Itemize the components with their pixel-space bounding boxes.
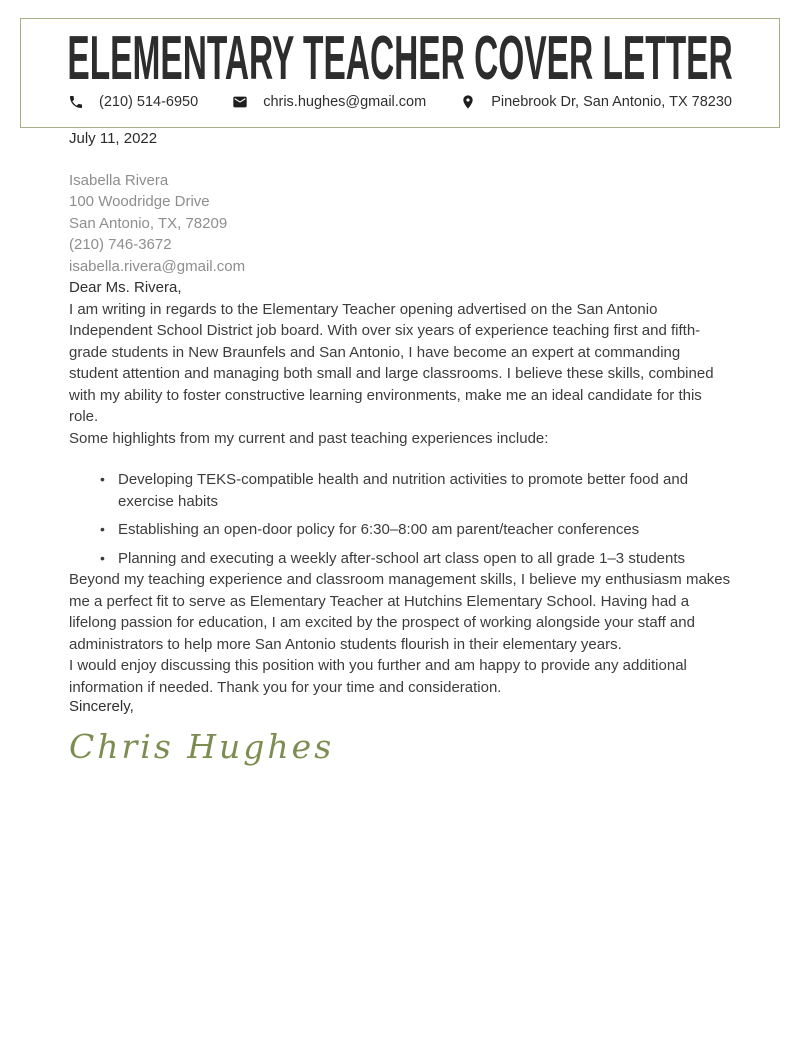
highlight-item: • Planning and executing a weekly after-school art class open to all grade 1–3 students bbox=[69, 548, 731, 570]
contact-phone bbox=[68, 94, 198, 110]
recipient-phone: (210) 746-3672 bbox=[69, 236, 172, 253]
cover-letter-page bbox=[0, 18, 800, 766]
greeting: Dear Ms. Rivera, bbox=[69, 279, 182, 296]
closing: Sincerely, bbox=[69, 698, 134, 715]
contact-email bbox=[232, 94, 426, 110]
date-line: July 11, 2022 bbox=[69, 130, 158, 147]
email-icon bbox=[232, 94, 248, 110]
paragraph-introduction: I am writing in regards to the Elementary Teacher opening advertised on the San Antonio Independent School District job board. With over six years of experience teaching first and fifth-grade students in New Braunfels and San Antonio, I have become an expert at commanding student attention and managing both small and large classrooms. I believe these skills, combined with my ability to foster constructive learning environments, make me an ideal candidate for this role. bbox=[69, 300, 714, 425]
highlights-intro: Some highlights from my current and past teaching experiences include: bbox=[69, 429, 549, 447]
location-icon bbox=[460, 94, 476, 110]
highlight-item: • Establishing an open-door policy for 6:30–8:00 am parent/teacher conferences bbox=[69, 519, 731, 541]
page-title: ELEMENTARY TEACHER COVER LETTER bbox=[67, 24, 733, 93]
title-row bbox=[21, 24, 779, 93]
paragraph-thanks: I would enjoy discussing this position with you further and am happy to provide any additional information if needed. Thank you for your time and consideration. bbox=[69, 657, 687, 696]
signature: Chris Hughes bbox=[69, 727, 335, 766]
contact-address bbox=[460, 94, 732, 110]
recipient-block bbox=[69, 170, 731, 278]
recipient-name: Isabella Rivera bbox=[69, 171, 169, 189]
contact-email-text: chris.hughes@gmail.com bbox=[263, 94, 427, 110]
recipient-email: isabella.rivera@gmail.com bbox=[69, 257, 246, 275]
contact-address-text: Pinebrook Dr, San Antonio, TX 78230 bbox=[491, 94, 732, 110]
paragraph-fit: Beyond my teaching experience and classroom management skills, I believe my enthusiasm makes me a perfect fit to serve as Elementary Teacher at Hutchins Elementary School. Having had a lifelong passion for education, I am excited by the prospect of working alongside your staff and administrators to help more San Antonio students flourish in their elementary years. bbox=[69, 571, 731, 653]
highlights-list bbox=[69, 469, 731, 569]
phone-icon bbox=[68, 94, 84, 110]
letter-header bbox=[20, 18, 780, 128]
letter-body bbox=[0, 128, 800, 766]
contact-row bbox=[21, 94, 779, 110]
recipient-city: San Antonio, TX, 78209 bbox=[69, 214, 228, 232]
highlight-item: • Developing TEKS-compatible health and nutrition activities to promote better food and exercise habits bbox=[69, 469, 731, 512]
recipient-street: 100 Woodridge Drive bbox=[69, 193, 210, 210]
contact-phone-text: (210) 514-6950 bbox=[99, 94, 199, 110]
